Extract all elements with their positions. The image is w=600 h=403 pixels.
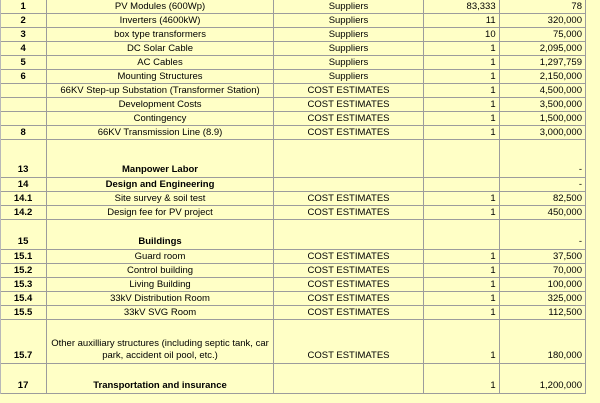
source-cell[interactable] <box>274 364 423 394</box>
quantity-cell[interactable] <box>423 220 499 250</box>
unit-cost-cell[interactable]: 3,000,000 <box>499 126 585 140</box>
source-cell[interactable]: Suppliers <box>274 0 423 14</box>
quantity-cell[interactable]: 1 <box>423 278 499 292</box>
quantity-cell[interactable]: 1 <box>423 292 499 306</box>
source-cell[interactable]: COST ESTIMATES <box>274 264 423 278</box>
description-cell[interactable]: 33kV SVG Room <box>46 306 274 320</box>
table-row <box>0 126 586 140</box>
table-row <box>0 140 586 178</box>
table-row <box>0 292 586 306</box>
description-cell[interactable]: Guard room <box>46 250 274 264</box>
item-number-cell[interactable]: 15.5 <box>0 306 46 320</box>
unit-cost-cell[interactable]: 75,000 <box>499 28 585 42</box>
quantity-cell[interactable]: 1 <box>423 250 499 264</box>
description-cell[interactable]: AC Cables <box>46 56 274 70</box>
quantity-cell[interactable]: 10 <box>423 28 499 42</box>
quantity-cell[interactable] <box>423 140 499 178</box>
description-cell[interactable]: Mounting Structures <box>46 70 274 84</box>
item-number-cell[interactable]: 4 <box>0 42 46 56</box>
unit-cost-cell[interactable]: - <box>499 178 585 192</box>
unit-cost-cell[interactable]: 325,000 <box>499 292 585 306</box>
source-cell[interactable]: COST ESTIMATES <box>274 98 423 112</box>
description-cell[interactable]: Site survey & soil test <box>46 192 274 206</box>
unit-cost-cell[interactable]: 4,500,000 <box>499 84 585 98</box>
item-number-cell[interactable]: 14 <box>0 178 46 192</box>
table-row <box>0 306 586 320</box>
description-cell[interactable]: box type transformers <box>46 28 274 42</box>
table-row <box>0 206 586 220</box>
quantity-cell[interactable]: 1 <box>423 306 499 320</box>
item-number-cell[interactable] <box>0 84 46 98</box>
unit-cost-cell[interactable]: 180,000 <box>499 320 585 364</box>
source-cell[interactable]: COST ESTIMATES <box>274 84 423 98</box>
quantity-cell[interactable]: 83,333 <box>423 0 499 14</box>
unit-cost-cell[interactable]: 1,200,000 <box>499 364 585 394</box>
unit-cost-cell[interactable]: - <box>499 140 585 178</box>
source-cell[interactable] <box>274 220 423 250</box>
description-cell[interactable]: Inverters (4600kW) <box>46 14 274 28</box>
item-number-cell[interactable]: 15.7 <box>0 320 46 364</box>
table-row <box>0 0 586 14</box>
description-cell[interactable]: Contingency <box>46 112 274 126</box>
item-number-cell[interactable]: 13 <box>0 140 46 178</box>
item-number-cell[interactable]: 14.1 <box>0 192 46 206</box>
quantity-cell[interactable]: 1 <box>423 56 499 70</box>
source-cell[interactable]: Suppliers <box>274 42 423 56</box>
description-cell[interactable]: 66KV Transmission Line (8.9) <box>46 126 274 140</box>
unit-cost-cell[interactable]: 1,500,000 <box>499 112 585 126</box>
item-number-cell[interactable] <box>0 98 46 112</box>
quantity-cell[interactable]: 1 <box>423 320 499 364</box>
item-number-cell[interactable] <box>0 112 46 126</box>
source-cell[interactable]: Suppliers <box>274 70 423 84</box>
quantity-cell[interactable]: 1 <box>423 364 499 394</box>
table-row <box>0 220 586 250</box>
quantity-cell[interactable]: 1 <box>423 42 499 56</box>
description-cell[interactable]: Design and Engineering <box>46 178 274 192</box>
source-cell[interactable]: COST ESTIMATES <box>274 126 423 140</box>
table-row <box>0 28 586 42</box>
unit-cost-cell[interactable]: 450,000 <box>499 206 585 220</box>
item-number-cell[interactable]: 3 <box>0 28 46 42</box>
item-number-cell[interactable]: 15.3 <box>0 278 46 292</box>
description-cell[interactable]: Living Building <box>46 278 274 292</box>
unit-cost-cell[interactable]: 112,500 <box>499 306 585 320</box>
table-row <box>0 250 586 264</box>
table-row <box>0 56 586 70</box>
source-cell[interactable]: COST ESTIMATES <box>274 112 423 126</box>
unit-cost-cell[interactable]: - <box>499 220 585 250</box>
table-row <box>0 264 586 278</box>
quantity-cell[interactable]: 1 <box>423 192 499 206</box>
table-row <box>0 98 586 112</box>
table-row <box>0 14 586 28</box>
quantity-cell[interactable]: 1 <box>423 264 499 278</box>
source-cell[interactable]: COST ESTIMATES <box>274 306 423 320</box>
table-row <box>0 178 586 192</box>
table-row <box>0 320 586 364</box>
item-number-cell[interactable]: 8 <box>0 126 46 140</box>
unit-cost-cell[interactable]: 37,500 <box>499 250 585 264</box>
table-row <box>0 192 586 206</box>
source-cell[interactable]: COST ESTIMATES <box>274 192 423 206</box>
description-cell[interactable]: Control building <box>46 264 274 278</box>
source-cell[interactable]: COST ESTIMATES <box>274 320 423 364</box>
item-number-cell[interactable]: 15.1 <box>0 250 46 264</box>
unit-cost-cell[interactable]: 2,095,000 <box>499 42 585 56</box>
unit-cost-cell[interactable]: 1,297,759 <box>499 56 585 70</box>
source-cell[interactable] <box>274 140 423 178</box>
item-number-cell[interactable]: 14.2 <box>0 206 46 220</box>
quantity-cell[interactable]: 1 <box>423 70 499 84</box>
table-row <box>0 112 586 126</box>
unit-cost-cell[interactable]: 100,000 <box>499 278 585 292</box>
quantity-cell[interactable]: 1 <box>423 84 499 98</box>
quantity-cell[interactable]: 1 <box>423 112 499 126</box>
item-number-cell[interactable]: 5 <box>0 56 46 70</box>
table-row <box>0 278 586 292</box>
source-cell[interactable]: Suppliers <box>274 14 423 28</box>
table-row <box>0 364 586 394</box>
quantity-cell[interactable]: 1 <box>423 98 499 112</box>
table-row <box>0 70 586 84</box>
description-cell[interactable]: Transportation and insurance <box>46 364 274 394</box>
unit-cost-cell[interactable]: 78 <box>499 0 585 14</box>
source-cell[interactable]: Suppliers <box>274 56 423 70</box>
description-cell[interactable]: Buildings <box>46 220 274 250</box>
quantity-cell[interactable] <box>423 178 499 192</box>
description-cell[interactable]: PV Modules (600Wp) <box>46 0 274 14</box>
unit-cost-cell[interactable]: 2,150,000 <box>499 70 585 84</box>
source-cell[interactable]: COST ESTIMATES <box>274 292 423 306</box>
description-cell[interactable]: Manpower Labor <box>46 140 274 178</box>
item-number-cell[interactable]: 17 <box>0 364 46 394</box>
quantity-cell[interactable]: 1 <box>423 206 499 220</box>
description-cell[interactable]: Other auxilliary structures (including septic tank, car park, accident oil pool, etc.) <box>46 320 274 364</box>
source-cell[interactable] <box>274 178 423 192</box>
source-cell[interactable]: COST ESTIMATES <box>274 206 423 220</box>
item-number-cell[interactable]: 1 <box>0 0 46 14</box>
description-cell[interactable]: 33kV Distribution Room <box>46 292 274 306</box>
unit-cost-cell[interactable]: 70,000 <box>499 264 585 278</box>
quantity-cell[interactable]: 11 <box>423 14 499 28</box>
item-number-cell[interactable]: 15.2 <box>0 264 46 278</box>
table-row <box>0 84 586 98</box>
item-number-cell[interactable]: 2 <box>0 14 46 28</box>
quantity-cell[interactable]: 1 <box>423 126 499 140</box>
unit-cost-cell[interactable]: 320,000 <box>499 14 585 28</box>
unit-cost-cell[interactable]: 3,500,000 <box>499 98 585 112</box>
source-cell[interactable]: COST ESTIMATES <box>274 250 423 264</box>
description-cell[interactable]: Design fee for PV project <box>46 206 274 220</box>
item-number-cell[interactable]: 15.4 <box>0 292 46 306</box>
source-cell[interactable]: Suppliers <box>274 28 423 42</box>
description-cell[interactable]: DC Solar Cable <box>46 42 274 56</box>
description-cell[interactable]: 66KV Step-up Substation (Transformer Station) <box>46 84 274 98</box>
unit-cost-cell[interactable]: 82,500 <box>499 192 585 206</box>
description-cell[interactable]: Development Costs <box>46 98 274 112</box>
item-number-cell[interactable]: 6 <box>0 70 46 84</box>
source-cell[interactable]: COST ESTIMATES <box>274 278 423 292</box>
item-number-cell[interactable]: 15 <box>0 220 46 250</box>
table-row <box>0 42 586 56</box>
